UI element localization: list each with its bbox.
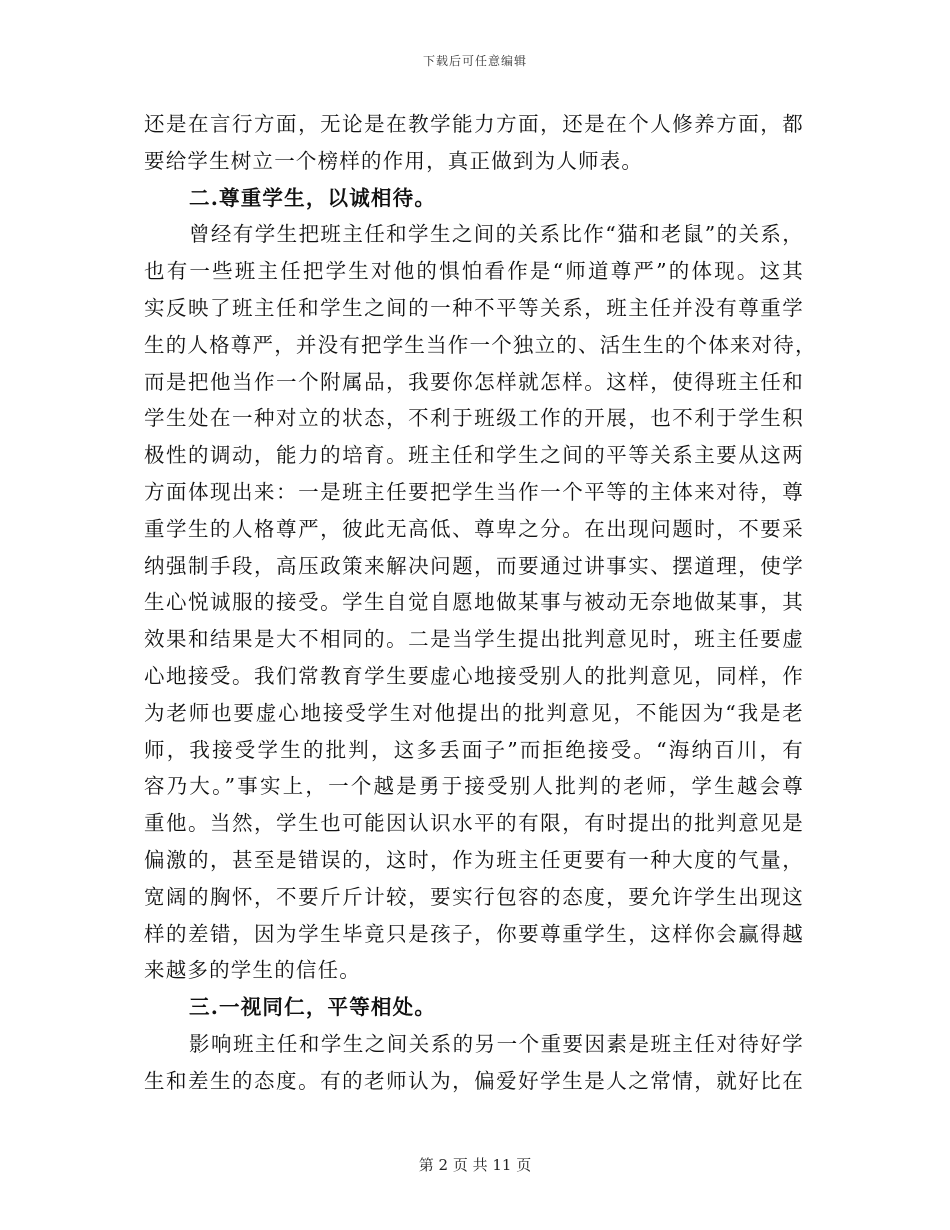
- paragraph-line: 重学生的人格尊严，彼此无高低、尊卑之分。在出现问题时，不要采: [144, 516, 804, 541]
- paragraph-line: 宽阔的胸怀，不要斤斤计较，要实行包容的态度，要允许学生出现这: [144, 884, 804, 909]
- paragraph-line: 学生处在一种对立的状态，不利于班级工作的开展，也不利于学生积: [144, 406, 804, 431]
- paragraph-line: 为老师也要虚心地接受学生对他提出的批判意见，不能因为“我是老: [144, 700, 804, 725]
- paragraph-line: 生的人格尊严，并没有把学生当作一个独立的、活生生的个体来对待，: [144, 332, 817, 357]
- paragraph-line: 纳强制手段，高压政策来解决问题，而要通过讲事实、摆道理，使学: [144, 553, 804, 578]
- section-heading: 三.一视同仁，平等相处。: [189, 995, 437, 1020]
- paragraph-line: 师，我接受学生的批判，这多丢面子”而拒绝接受。“海纳百川，有: [144, 737, 804, 762]
- paragraph-line: 心地接受。我们常教育学生要虚心地接受别人的批判意见，同样，作: [144, 663, 804, 688]
- paragraph-line: 样的差错，因为学生毕竟只是孩子，你要尊重学生，这样你会赢得越: [144, 921, 804, 946]
- paragraph-line: 还是在言行方面，无论是在教学能力方面，还是在个人修养方面，都: [144, 112, 804, 136]
- paragraph-line: 容乃大。”事实上，一个越是勇于接受别人批判的老师，学生越会尊: [144, 774, 804, 799]
- paragraph-line: 实反映了班主任和学生之间的一种不平等关系，班主任并没有尊重学: [144, 295, 804, 320]
- paragraph-line: 来越多的学生的信任。: [144, 958, 361, 983]
- paragraph-line: 曾经有学生把班主任和学生之间的关系比作“猫和老鼠”的关系，: [189, 222, 804, 247]
- paragraph-line: 也有一些班主任把学生对他的惧怕看作是“师道尊严”的体现。这其: [144, 259, 804, 284]
- paragraph-line: 方面体现出来：一是班主任要把学生当作一个平等的主体来对待，尊: [144, 479, 804, 504]
- section-heading: 二.尊重学生，以诚相待。: [189, 185, 437, 210]
- paragraph-line: 重他。当然，学生也可能因认识水平的有限，有时提出的批判意见是: [144, 811, 804, 836]
- paragraph-line: 要给学生树立一个榜样的作用，真正做到为人师表。: [144, 148, 644, 173]
- paragraph-line: 影响班主任和学生之间关系的另一个重要因素是班主任对待好学: [189, 1031, 804, 1056]
- paragraph-line: 生和差生的态度。有的老师认为，偏爱好学生是人之常情，就好比在: [144, 1068, 804, 1093]
- document-body: [144, 106, 817, 1100]
- paragraph-line: 而是把他当作一个附属品，我要你怎样就怎样。这样，使得班主任和: [144, 369, 804, 394]
- page-number-footer: 第 2 页 共 11 页: [418, 1156, 532, 1174]
- page-header-note: 下载后可任意编辑: [422, 54, 527, 68]
- paragraph-line: 效果和结果是大不相同的。二是当学生提出批判意见时，班主任要虚: [144, 627, 804, 652]
- paragraph-line: 极性的调动，能力的培育。班主任和学生之间的平等关系主要从这两: [144, 443, 804, 468]
- paragraph-line: 生心悦诚服的接受。学生自觉自愿地做某事与被动无奈地做某事，其: [144, 590, 804, 615]
- paragraph-line: 偏激的，甚至是错误的，这时，作为班主任更要有一种大度的气量，: [144, 847, 804, 872]
